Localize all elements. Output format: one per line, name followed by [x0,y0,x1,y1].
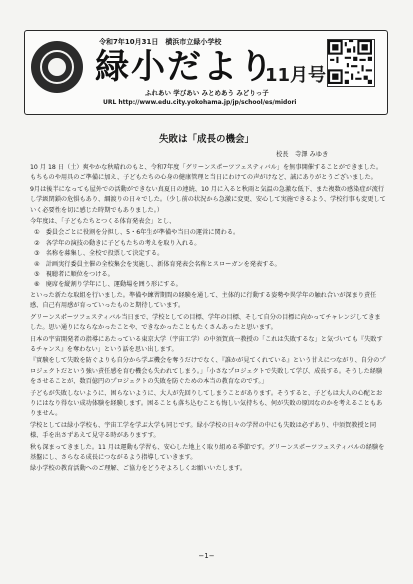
newsletter-title: 緑小だより [95,47,275,87]
body-paragraph: 子どもが失敗しないように、困らないように、大人が先回りしてしまうことがあります。そうすると、子どもは大人の心配とおりにはなり得ない成功体験を経験します。困ることも落ち込むことも悔しい気持ちも、何が失敗の原因なのかを考えることもありません。 [30,389,383,418]
intro-paragraph: 今年度は、「子どもたちとつくる体育発表会」とし、 [30,218,176,226]
body-paragraph: 『實験をして失敗を防ぐよりも自分から学ぶ機会を奪うだけでなく、『誰かが見てくれている』という甘えにつながり、自分のプロジェクトだという強い責任感を育む機会も失われてしまう。」「小さなプロジェクトで失敗して学び、成長する。そうした経験をさせることが、数百億円のプロジェクトの失敗を防ぐための本当の教育なのです。」 [30,357,386,386]
intro-paragraph: 10 月 18 日（土）爽やかな秋晴れのもと、令和7年度「グリーンスポーツフェスティバル」を無事開催することができました。もちものや用具のご準備に加え、子どもたちの心身の健康管理と当日にわけての声がけなど、誠にありがとうございました。 [30,164,383,182]
body-paragraph: 日本の宇宙開発者の指導にあたっている東京大学（宇宙工学）の中須賀真一教授の「これは失敗するな」と気づいても『失敗するチャンス』を奪わない」という話を思い出します。 [30,335,383,353]
school-emblem-logo [31,41,83,93]
masthead [24,30,388,115]
article-body [30,163,386,541]
school-motto: ふれあい 学びあい みとめあう みどりっ子 [145,89,269,97]
article-author: 校長 寺澤 みゆき [276,151,329,158]
list-item: ③ 名称を募集し、全校で投票して決定する。 [34,250,164,258]
body-paragraph: グリーンスポーツフェスティバル当日まで、学校としての目標、学年の目標、そして自分の目標に向かってチャレンジしてきました。思い通りにならなかったことや、できなかったこともたくさんあったと思います。 [30,313,381,332]
body-paragraph: 秋も深まってきました。11 月は運動も学習も、安心した地上く取り組める季節です。グリーンスポーツフェスティバルの経験を基盤にし、さらなる成長につながるよう指導していきます。 [30,443,385,461]
list-item: ④ 計画実行委員主催の全校集会を実施し、新体育発表会名称とスローガンを発表する。 [34,260,281,268]
body-paragraph: といった新たな取組を行いました。準備や練習期間の経験を通して、主体的に行動する姿勢や異学年の触れ合いが深まり責任感、自己有用感が育っていったものと期待しています。 [30,291,377,310]
issue-month: 11月号 [265,65,327,86]
article-title: 失敗は「成長の機会」 [158,134,254,145]
list-item: ① 委員会ごとに役割を分担し、5・6年生が準備や当日の運営に関わる。 [34,229,240,237]
intro-paragraph: 9月は後半になっても屋外での活動ができない真夏日の連続、10 月に入ると秋雨と気温の急激な低下、また複数の感染症が流行し学級閉鎖の危惧もあり、綱渡りの日々でした。（少し前の状況から急激に変更、安心して実施できるよう、学校行事も変更していく必要性を切に感じた時期でもありました。） [30,185,386,214]
school-url[interactable]: URL http://www.edu.city.yokohama.jp/jp/school/es/midori [103,99,297,106]
qr-code-icon[interactable] [327,39,375,87]
list-item: ② 各学年の演技の動きに子どもたちの考えを取り入れる。 [34,239,201,247]
initiative-list [30,228,386,290]
page-number: −1− [198,552,215,560]
issue-date-school: 令和7年10月31日 横浜市立緑小学校 [99,38,222,46]
body-paragraph: 緑小学校の教育活動へのご理解、ご協力をどうぞよろしくお願いいたします。 [30,465,247,473]
list-item: ⑥ 廃席を縦割り学年にし、運動場を囲う形にする。 [34,281,182,289]
body-paragraph: 学校としては緑小学校も、宇宙工学を学ぶ大学も同じです。緑小学校の日々の学習の中にも失敗は必ずあり、中須賀教授と同様、手を出さずあえて見守る時がありますす。 [30,421,377,440]
list-item: ⑤ 視聴者に順位をつける。 [34,271,114,279]
